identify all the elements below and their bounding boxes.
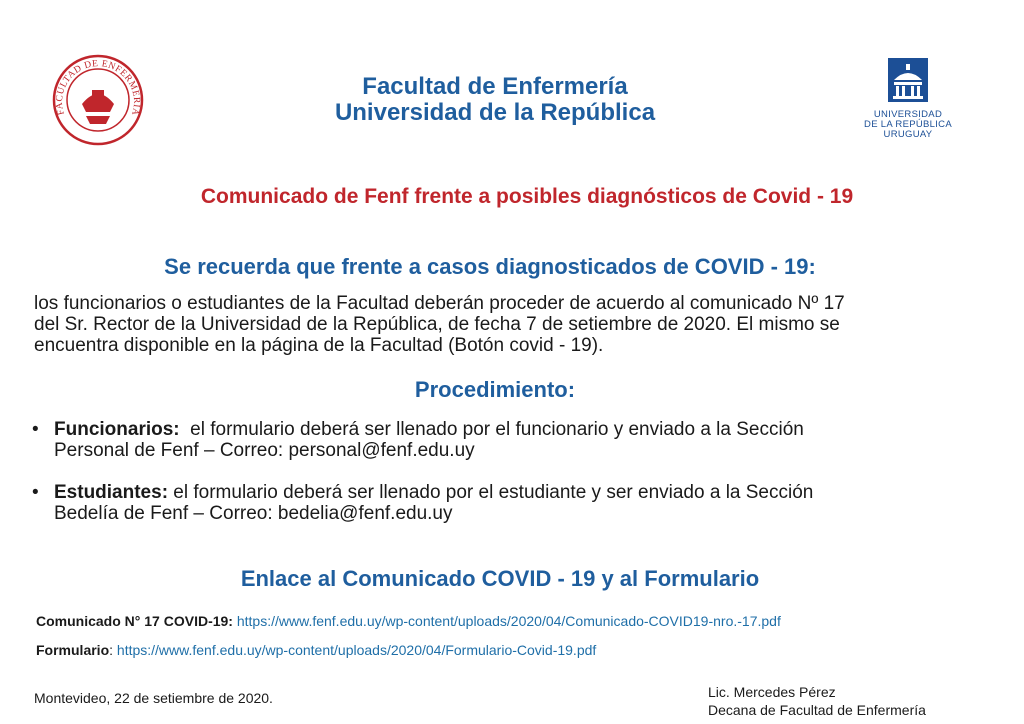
procedure-heading: Procedimiento: — [414, 377, 576, 402]
udelar-line-3: URUGUAY — [883, 129, 933, 140]
page-title — [260, 74, 730, 126]
signer-name: Lic. Mercedes Pérez — [708, 684, 836, 700]
bullet-icon: • — [32, 419, 39, 440]
university-name: Universidad de la República — [334, 99, 656, 126]
udelar-line-1: UNIVERSIDAD — [873, 109, 943, 120]
form-link[interactable]: https://www.fenf.edu.uy/wp-content/uploads/2020/04/Formulario-Covid-19.pdf — [116, 642, 597, 658]
udelar-line-2: DE LA REPÚBLICA — [864, 119, 952, 130]
signature-block — [708, 683, 926, 719]
bullet-icon: • — [32, 482, 39, 503]
intro-line: encuentra disponible en la página de la Facultad (Botón covid - 19). — [34, 335, 604, 356]
procedure-list — [32, 419, 992, 545]
procedure-text: Personal de Fenf – Correo: personal@fenf.edu.uy — [54, 440, 475, 461]
reminder-heading: Se recuerda que frente a casos diagnosticados de COVID - 19: — [164, 254, 816, 279]
seal-text: FACULTAD DE ENFERMERIA — [54, 59, 142, 117]
procedure-item-funcionarios — [32, 419, 992, 461]
intro-line: del Sr. Rector de la Universidad de la República, de fecha 7 de setiembre de 2020. El mismo se — [34, 314, 840, 335]
fenf-seal-logo — [52, 54, 144, 146]
faculty-name: Facultad de Enfermería — [362, 73, 628, 100]
intro-line: los funcionarios o estudiantes de la Facultad deberán proceder de acuerdo al comunicado Nº 17 — [34, 293, 845, 314]
link-label: Formulario — [36, 642, 110, 658]
procedure-item-estudiantes — [32, 482, 992, 524]
procedure-text: Bedelía de Fenf – Correo: bedelia@fenf.edu.uy — [54, 503, 453, 524]
communique-link[interactable]: https://www.fenf.edu.uy/wp-content/uploads/2020/04/Comunicado-COVID19-nro.-17.pdf — [236, 613, 781, 629]
udelar-building-icon — [888, 58, 928, 102]
link-separator: : — [109, 642, 114, 658]
fenf-seal-icon — [52, 54, 144, 146]
intro-paragraph — [34, 293, 984, 356]
procedure-text: el formulario deberá ser llenado por el funcionario y enviado a la Sección — [179, 419, 804, 440]
form-link-row — [36, 642, 596, 658]
procedure-label: Estudiantes: — [54, 482, 169, 503]
signer-title: Decana de Facultad de Enfermería — [708, 702, 926, 718]
udelar-logo — [862, 58, 954, 148]
procedure-label: Funcionarios: — [54, 419, 180, 440]
links-heading: Enlace al Comunicado COVID - 19 y al Formulario — [240, 566, 760, 591]
link-label: Comunicado N° 17 COVID-19: — [36, 613, 233, 629]
procedure-text: el formulario deberá ser llenado por el estudiante y ser enviado a la Sección — [168, 482, 814, 503]
place-date: Montevideo, 22 de setiembre de 2020. — [34, 690, 273, 706]
announcement-heading: Comunicado de Fenf frente a posibles diagnósticos de Covid - 19 — [200, 185, 854, 208]
communique-link-row — [36, 613, 781, 629]
